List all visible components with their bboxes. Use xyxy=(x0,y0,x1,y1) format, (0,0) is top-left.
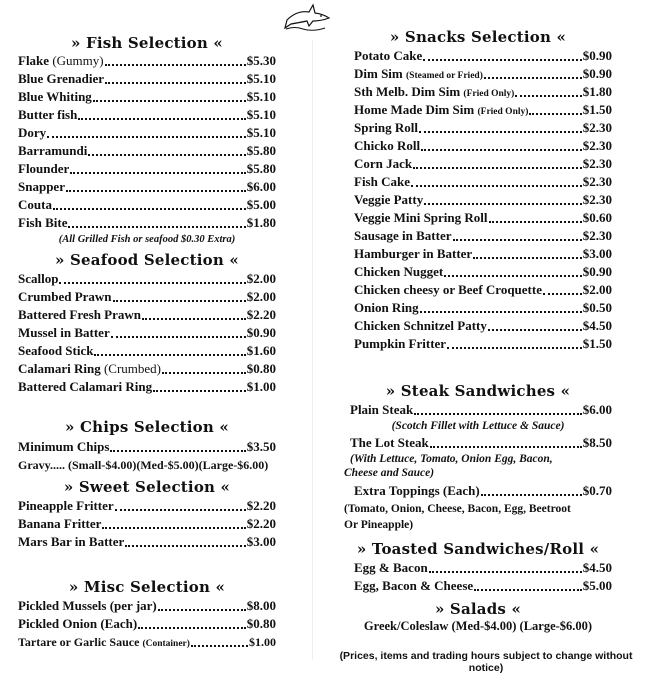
column-divider xyxy=(312,40,313,660)
menu-item: Chicken Schnitzel Patty $4.50 xyxy=(354,318,612,333)
menu-item: Mussel in Batter $0.90 xyxy=(18,325,276,340)
menu-item: Battered Fresh Prawn $2.20 xyxy=(18,307,276,322)
menu-item: Mars Bar in Batter $3.00 xyxy=(18,534,276,549)
menu-item: Pumpkin Fritter $1.50 xyxy=(354,336,612,351)
misc-selection-heading: » Misc Selection « xyxy=(68,578,226,596)
salads-heading: » Salads « xyxy=(434,600,522,618)
menu-item: Home Made Dim Sim (Fried Only) $1.50 xyxy=(354,102,612,117)
menu-item: Veggie Patty $2.30 xyxy=(354,192,612,207)
grilled-note: (All Grilled Fish or seafood $0.30 Extra) xyxy=(58,234,236,245)
lot-steak-note-2: Cheese and Sauce) xyxy=(344,467,435,479)
menu-item: Banana Fritter $2.20 xyxy=(18,516,276,531)
snacks-selection-heading: » Snacks Selection « xyxy=(389,28,567,46)
menu-item: Scallop $2.00 xyxy=(18,271,276,286)
menu-item: Flounder $5.80 xyxy=(18,161,276,176)
lot-steak-note: (With Lettuce, Tomato, Onion Egg, Bacon, xyxy=(350,453,553,465)
menu-item: Seafood Stick $1.60 xyxy=(18,343,276,358)
menu-item: Sausage in Batter $2.30 xyxy=(354,228,612,243)
menu-item: Fish Bite $1.80 xyxy=(18,215,276,230)
shark-logo-icon xyxy=(283,2,331,32)
price-disclaimer: (Prices, items and trading hours subject to change without notice) xyxy=(339,650,633,674)
menu-item: Minimum Chips $3.50 xyxy=(18,439,276,454)
menu-item: Chicken cheesy or Beef Croquette $2.00 xyxy=(354,282,612,297)
menu-item: Battered Calamari Ring $1.00 xyxy=(18,379,276,394)
menu-item: Crumbed Prawn $2.00 xyxy=(18,289,276,304)
sweet-selection-heading: » Sweet Selection « xyxy=(63,478,231,496)
menu-item: Flake (Gummy) $5.30 xyxy=(18,53,276,68)
menu-item: Hamburger in Batter $3.00 xyxy=(354,246,612,261)
menu-item: Spring Roll $2.30 xyxy=(354,120,612,135)
plain-steak-note: (Scotch Fillet with Lettuce & Sauce) xyxy=(391,420,565,432)
fish-selection-heading: » Fish Selection « xyxy=(70,34,223,52)
seafood-selection-heading: » Seafood Selection « xyxy=(55,251,239,269)
menu-item: Pickled Onion (Each) $0.80 xyxy=(18,616,276,631)
menu-item: Blue Grenadier $5.10 xyxy=(18,71,276,86)
menu-item: Tartare or Garlic Sauce (Container) $1.00 xyxy=(18,635,276,649)
menu-item: Pickled Mussels (per jar) $8.00 xyxy=(18,598,276,613)
menu-item: Fish Cake $2.30 xyxy=(354,174,612,189)
menu-item: Sth Melb. Dim Sim (Fried Only) $1.80 xyxy=(354,84,612,99)
menu-item: Extra Toppings (Each) $0.70 xyxy=(354,483,612,498)
menu-item: The Lot Steak $8.50 xyxy=(350,435,612,450)
extra-toppings-note-2: Or Pineapple) xyxy=(344,519,414,531)
salads-line: Greek/Coleslaw (Med-$4.00) (Large-$6.00) xyxy=(363,619,593,633)
menu-item: Egg & Bacon $4.50 xyxy=(354,560,612,575)
menu-item: Chicko Roll $2.30 xyxy=(354,138,612,153)
menu-item: Barramundi $5.80 xyxy=(18,143,276,158)
menu-item: Blue Whiting $5.10 xyxy=(18,89,276,104)
menu-item: Calamari Ring (Crumbed) $0.80 xyxy=(18,361,276,376)
extra-toppings-note: (Tomato, Onion, Cheese, Bacon, Egg, Beetroot xyxy=(344,503,571,515)
steak-sandwiches-heading: » Steak Sandwiches « xyxy=(385,382,571,400)
toasted-sandwiches-heading: » Toasted Sandwiches/Roll « xyxy=(356,540,600,558)
menu-item: Potato Cake $0.90 xyxy=(354,48,612,63)
menu-item: Chicken Nugget $0.90 xyxy=(354,264,612,279)
menu-item: Onion Ring $0.50 xyxy=(354,300,612,315)
menu-item: Couta $5.00 xyxy=(18,197,276,212)
menu-item: Pineapple Fritter $2.20 xyxy=(18,498,276,513)
gravy-line: Gravy..... (Small-$4.00)(Med-$5.00)(Large-$6.00) xyxy=(18,458,269,472)
menu-item: Butter fish $5.10 xyxy=(18,107,276,122)
menu-item: Egg, Bacon & Cheese $5.00 xyxy=(354,578,612,593)
menu-item: Plain Steak $6.00 xyxy=(350,402,612,417)
menu-item: Snapper $6.00 xyxy=(18,179,276,194)
menu-item: Dory $5.10 xyxy=(18,125,276,140)
menu-item: Dim Sim (Steamed or Fried) $0.90 xyxy=(354,66,612,81)
menu-item: Corn Jack $2.30 xyxy=(354,156,612,171)
chips-selection-heading: » Chips Selection « xyxy=(65,418,229,436)
menu-item: Veggie Mini Spring Roll $0.60 xyxy=(354,210,612,225)
